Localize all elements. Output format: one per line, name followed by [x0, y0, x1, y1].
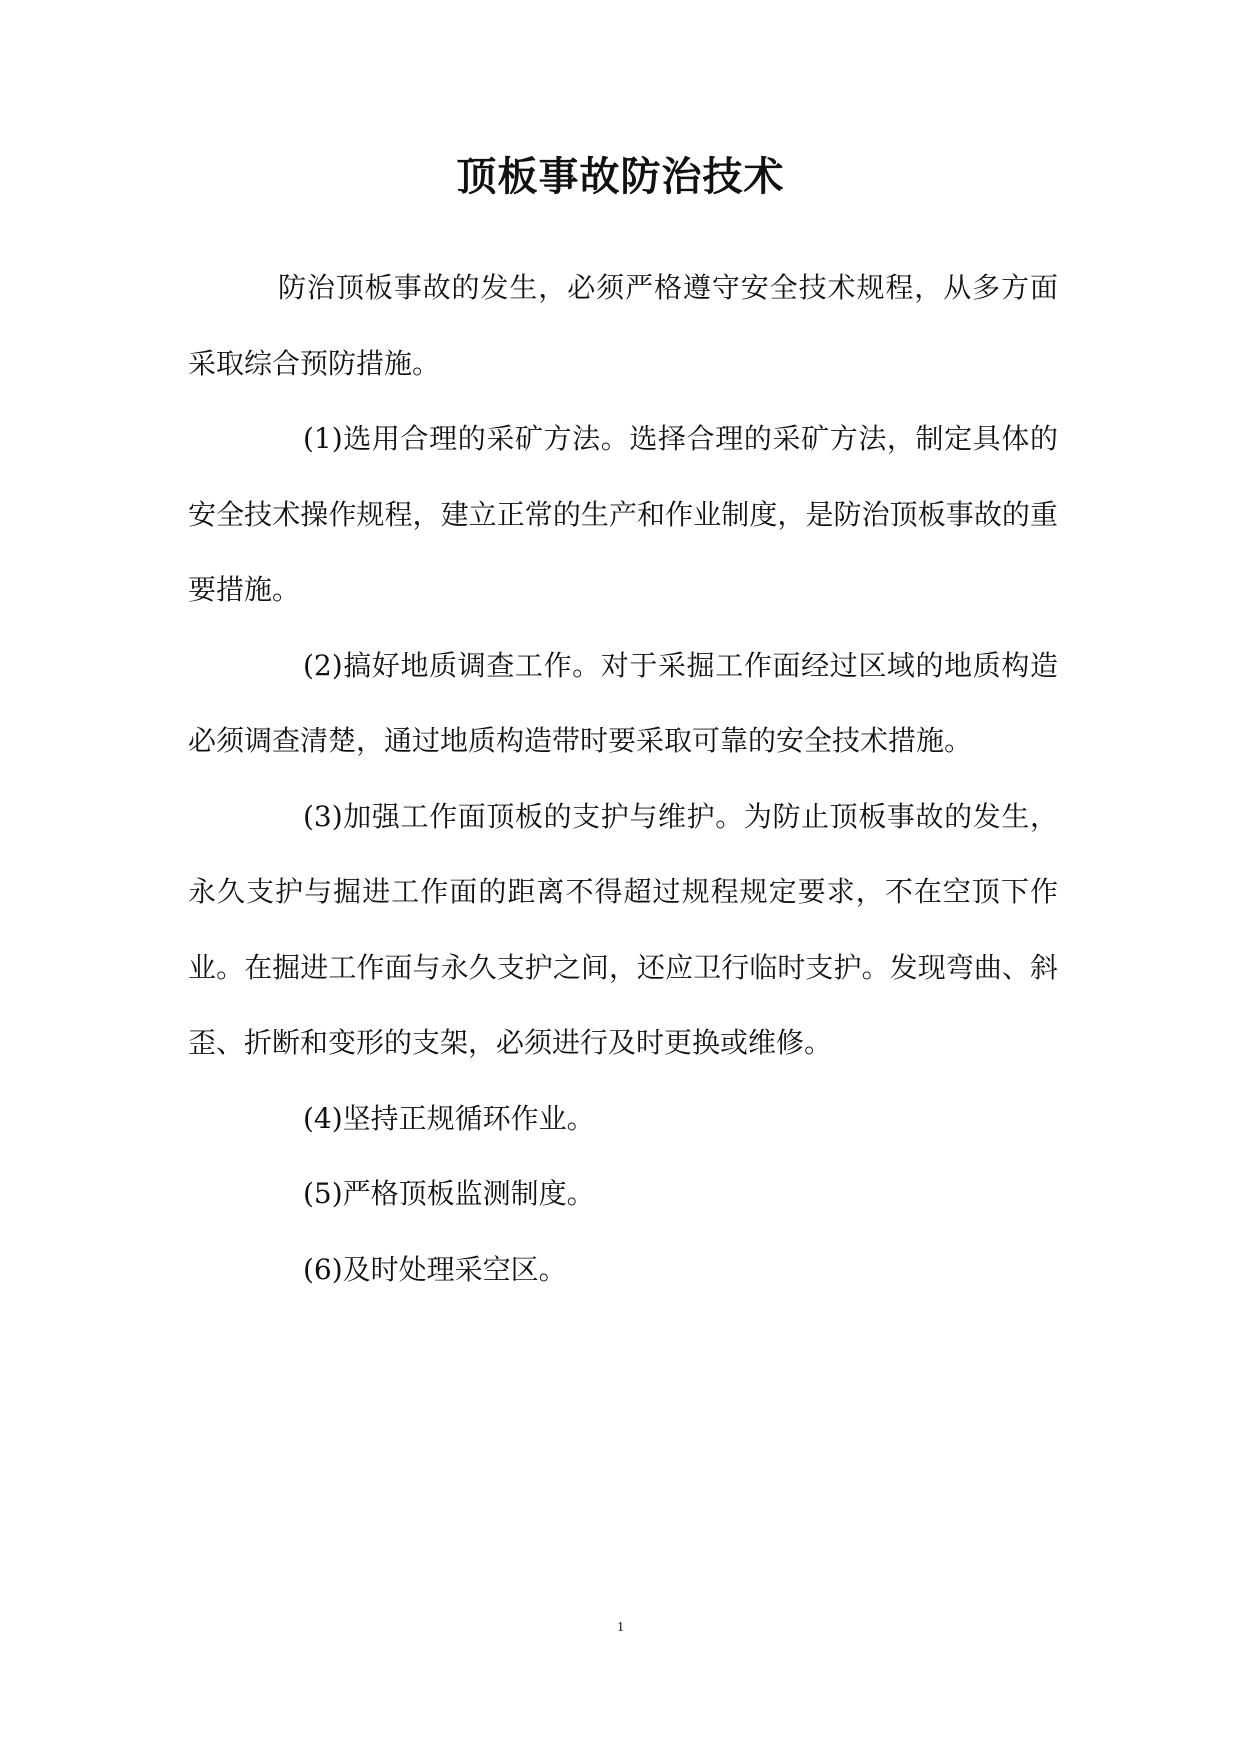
intro-paragraph: 防治顶板事故的发生，必须严格遵守安全技术规程，从多方面采取综合预防措施。 [188, 271, 1058, 380]
measure-1-paragraph: (1)选用合理的采矿方法。选择合理的采矿方法，制定具体的安全技术操作规程，建立正常的生产和作业制度，是防治顶板事故的重要措施。 [188, 422, 1058, 606]
document-title: 顶板事故防治技术 [456, 153, 785, 200]
measure-5-paragraph: (5)严格顶板监测制度。 [303, 1177, 595, 1210]
document-body [188, 250, 1058, 1307]
measure-3-paragraph: (3)加强工作面顶板的支护与维护。为防止顶板事故的发生，永久支护与掘进工作面的距离不得超过规程规定要求，不在空顶下作业。在掘进工作面与永久支护之间，还应卫行临时支护。发现弯曲、斜歪、折断和变形的支架，必须进行及时更换或维修。 [188, 799, 1058, 1059]
measure-6-paragraph: (6)及时处理采空区。 [303, 1252, 567, 1286]
measure-2-paragraph: (2)搞好地质调查工作。对于采掘工作面经过区域的地质构造必须调查清楚，通过地质构造带时要采取可靠的安全技术措施。 [188, 648, 1058, 757]
measure-4-paragraph: (4)坚持正规循环作业。 [303, 1101, 595, 1135]
page-number: 1 [617, 1620, 624, 1635]
